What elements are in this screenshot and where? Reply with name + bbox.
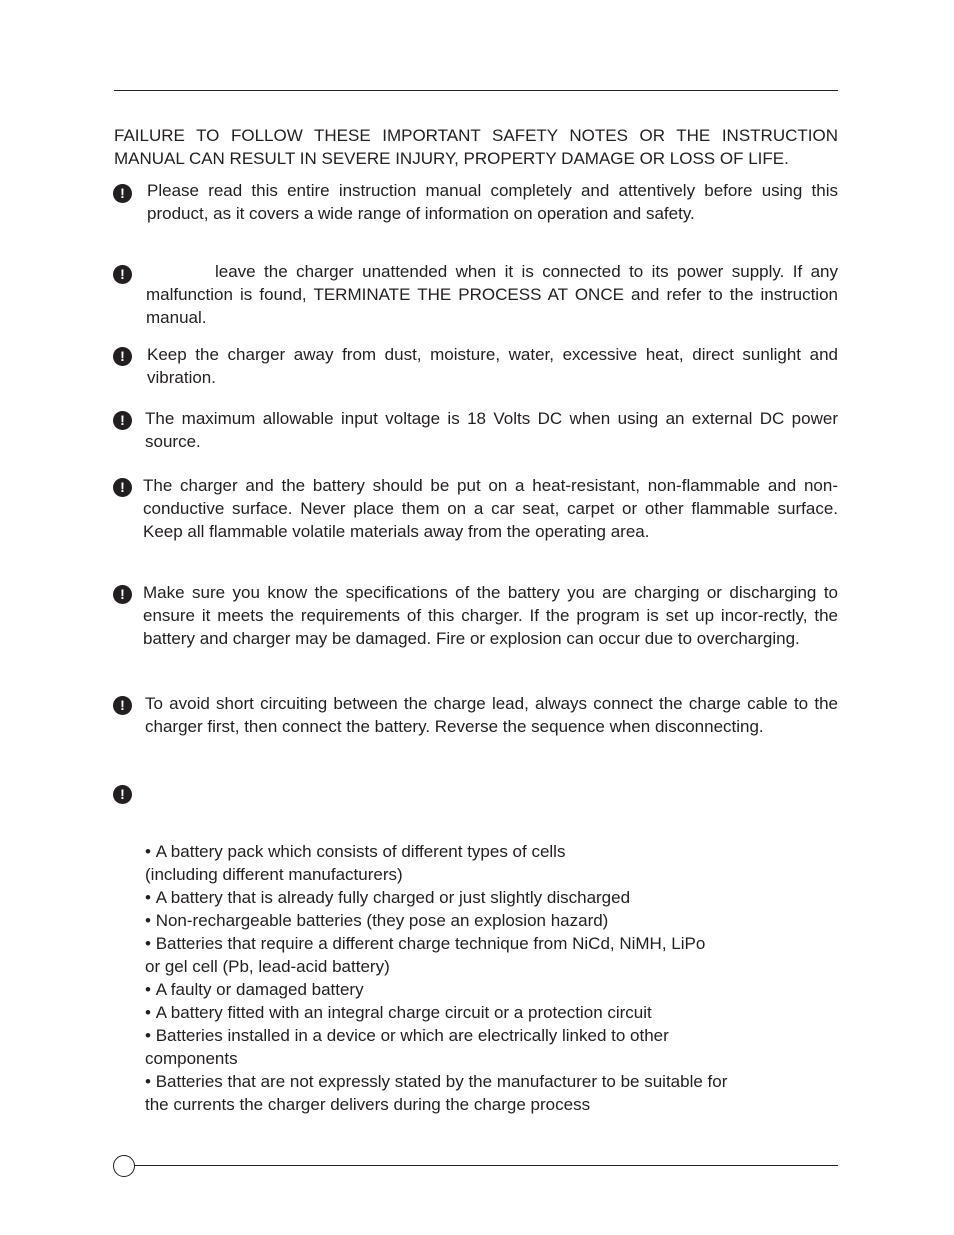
exclamation-circle-icon: ! xyxy=(113,478,132,497)
list-item: • Batteries that are not expressly stated by the manufacturer to be suitable for the currents the charger delivers during the charge process xyxy=(145,1070,727,1116)
list-item: • Batteries installed in a device or which are electrically linked to other components xyxy=(145,1024,727,1070)
note-text: Make sure you know the specifications of the battery you are charging or discharging to ensure it meets the requirements of this charger. If the program is set up incor-rectly, the battery and charger may be damaged. Fire or explosion can occur due to overcharging. xyxy=(143,583,838,648)
battery-restrictions-list xyxy=(145,840,727,1116)
safety-warning-heading: FAILURE TO FOLLOW THESE IMPORTANT SAFETY NOTES OR THE INSTRUCTION MANUAL CAN RESULT IN SEVERE INJURY, PROPERTY DAMAGE OR LOSS OF LIFE. xyxy=(114,126,838,168)
exclamation-circle-icon: ! xyxy=(113,411,132,430)
note-text: The maximum allowable input voltage is 18 Volts DC when using an external DC power source. xyxy=(145,409,838,451)
list-item: • A battery that is already fully charged or just slightly discharged xyxy=(145,886,727,909)
top-divider xyxy=(114,90,838,91)
exclamation-circle-icon: ! xyxy=(113,696,132,715)
list-item: • A faulty or damaged battery xyxy=(145,978,727,1001)
note-text: To avoid short circuiting between the charge lead, always connect the charge cable to the charger first, then connect the battery. Reverse the sequence when disconnecting. xyxy=(145,694,838,736)
note-text: leave the charger unattended when it is connected to its power supply. If any malfunction is found, TERMINATE THE PROCESS AT ONCE and refer to the instruction manual. xyxy=(146,262,838,327)
list-item: • Batteries that require a different charge technique from NiCd, NiMH, LiPo or gel cell (Pb, lead-acid battery) xyxy=(145,932,727,978)
bottom-divider xyxy=(114,1165,838,1166)
note-text: Please read this entire instruction manual completely and attentively before using this product, as it covers a wide range of information on operation and safety. xyxy=(147,181,838,223)
exclamation-circle-icon: ! xyxy=(113,585,132,604)
exclamation-circle-icon: ! xyxy=(113,184,132,203)
exclamation-circle-icon: ! xyxy=(113,265,132,284)
list-item: • A battery fitted with an integral charge circuit or a protection circuit xyxy=(145,1001,727,1024)
list-item: • Non-rechargeable batteries (they pose an explosion hazard) xyxy=(145,909,727,932)
exclamation-circle-icon: ! xyxy=(113,347,132,366)
note-text: Keep the charger away from dust, moisture, water, excessive heat, direct sunlight and vibration. xyxy=(147,345,838,387)
exclamation-circle-icon: ! xyxy=(113,785,132,804)
note-text: The charger and the battery should be put on a heat-resistant, non-flammable and non-conductive surface. Never place them on a car seat, carpet or other flammable surface. Keep all flammable volatile materials away from the operating area. xyxy=(143,476,838,541)
list-item: • A battery pack which consists of different types of cells (including different manufacturers) xyxy=(145,840,727,886)
page-number-circle xyxy=(113,1155,135,1177)
